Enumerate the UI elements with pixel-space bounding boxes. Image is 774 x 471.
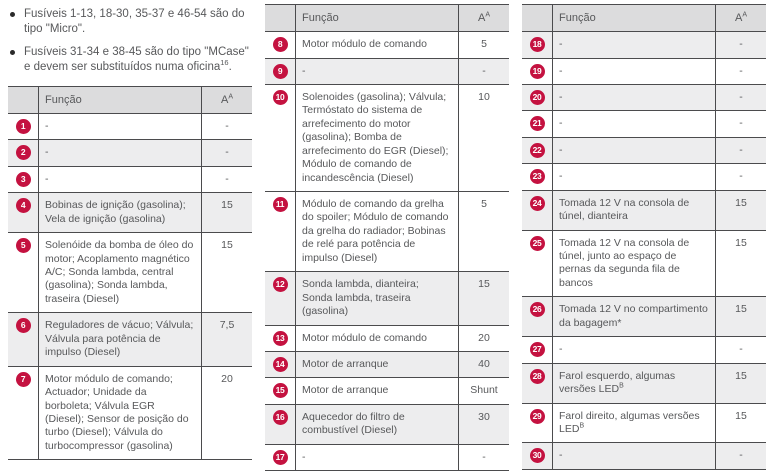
fuse-row-10 (265, 84, 509, 191)
fuse-table-mount-3 (522, 4, 766, 470)
function-cell (296, 84, 459, 191)
amp-value-cell: - (716, 137, 767, 163)
fuse-row-30 (522, 443, 766, 469)
fuse-row-7 (8, 366, 252, 460)
fuse-number-cell (265, 351, 296, 377)
fuse-number-cell (522, 58, 553, 84)
function-cell (553, 190, 716, 230)
fuse-row-23 (522, 164, 766, 190)
function-cell (39, 166, 202, 192)
fuse-row-8 (265, 32, 509, 58)
function-text: - (559, 38, 563, 51)
fuse-number-badge: 27 (530, 342, 545, 357)
function-cell (39, 193, 202, 233)
amp-value-cell: 15 (716, 403, 767, 443)
amp-column-header (716, 5, 767, 32)
function-text: - (559, 143, 563, 156)
header-row (8, 86, 252, 113)
function-text: Solenoides (gasolina); Válvula; Termóstato do sistema de arrefecimento do motor (gasolina); Bomba de arrefecimento do EGR (Diesel); Módulo de comando de incandescência (Diesel) (302, 90, 449, 184)
fuse-row-16 (265, 404, 509, 444)
amp-value-cell: - (202, 140, 253, 166)
function-cell (553, 297, 716, 337)
function-cell (553, 58, 716, 84)
function-cell (296, 58, 459, 84)
fuse-number-cell (522, 443, 553, 469)
function-cell (553, 363, 716, 403)
fuse-row-20 (522, 84, 766, 110)
function-column-header: Função (296, 5, 459, 32)
fuse-number-cell (265, 58, 296, 84)
fuse-number-cell (265, 192, 296, 272)
amp-column-header (459, 5, 510, 32)
amp-value-cell: 10 (459, 84, 510, 191)
function-cell (39, 113, 202, 139)
amp-header-superscript: A (485, 11, 490, 19)
function-text: - (45, 146, 49, 159)
function-cell (296, 351, 459, 377)
left-column (8, 4, 252, 471)
function-text: - (559, 117, 563, 130)
function-column-header: Função (553, 5, 716, 32)
fuse-row-21 (522, 111, 766, 137)
function-cell (39, 366, 202, 460)
fuse-number-cell (8, 140, 39, 166)
function-cell (296, 325, 459, 351)
amp-value-cell: - (716, 164, 767, 190)
amp-value-cell: 15 (202, 233, 253, 313)
fuse-row-12 (265, 272, 509, 325)
note-tail: . (228, 61, 232, 74)
fuse-number-cell (265, 404, 296, 444)
fuse-number-badge: 20 (530, 90, 545, 105)
function-superscript: B (579, 422, 585, 430)
function-cell (296, 378, 459, 404)
fuse-number-badge: 9 (273, 64, 288, 79)
fuse-number-badge: 29 (530, 409, 545, 424)
fuse-number-badge: 21 (530, 116, 545, 131)
function-text: - (559, 170, 563, 183)
fuse-number-badge: 7 (16, 372, 31, 387)
fuse-number-badge: 4 (16, 198, 31, 213)
function-text: Tomada 12 V na consola de túnel, junto ao espaço de pernas da segunda fila de bancos (559, 236, 690, 289)
amp-value-cell: - (716, 443, 767, 469)
right-column (522, 4, 766, 471)
fuse-table-mount-1 (8, 86, 252, 460)
amp-column-header (202, 86, 253, 113)
amp-value-cell: 15 (459, 272, 510, 325)
function-cell (39, 140, 202, 166)
fuse-row-19 (522, 58, 766, 84)
function-text: - (559, 449, 563, 462)
fuse-number-cell (522, 137, 553, 163)
fuse-number-badge: 24 (530, 196, 545, 211)
function-column-header: Função (39, 86, 202, 113)
fuse-number-badge: 8 (273, 37, 288, 52)
fuse-table-2 (265, 4, 509, 471)
fuse-number-column-header (522, 5, 553, 32)
function-cell (296, 404, 459, 444)
note-superscript: 16 (220, 58, 229, 68)
function-text: Motor de arranque (302, 384, 389, 397)
fuse-number-cell (522, 164, 553, 190)
fuse-row-3 (8, 166, 252, 192)
note-item (8, 45, 252, 74)
fuse-number-cell (522, 32, 553, 58)
function-text: Motor módulo de comando; Actuador; Unidade da borboleta; Válvula EGR (Diesel); Sensor de posição do turbo (Diesel); Válvula do turbocompressor (gasolina) (45, 372, 189, 452)
fuse-number-badge: 25 (530, 236, 545, 251)
function-cell (296, 32, 459, 58)
note-text (24, 7, 252, 36)
fuse-number-badge: 11 (273, 197, 288, 212)
function-text: Aquecedor do filtro de combustível (Diesel) (302, 410, 405, 437)
fuse-table-1 (8, 86, 252, 460)
fuse-number-cell (265, 378, 296, 404)
amp-value-cell: 5 (459, 192, 510, 272)
amp-header-superscript: A (742, 11, 747, 19)
amp-value-cell: - (202, 113, 253, 139)
function-text: - (302, 64, 306, 77)
header-row (522, 5, 766, 32)
fuse-table-mount-2 (265, 4, 509, 471)
note-text (24, 45, 252, 74)
amp-value-cell: 15 (202, 193, 253, 233)
fuse-number-badge: 5 (16, 238, 31, 253)
fuse-number-badge: 22 (530, 143, 545, 158)
fuse-row-4 (8, 193, 252, 233)
function-text: Solenóide da bomba de óleo do motor; Acoplamento magnético A/C; Sonda lambda, central (gasolina); Sonda lambda, traseira (Diesel) (45, 239, 194, 305)
function-text: - (559, 343, 563, 356)
amp-header-label: A (734, 12, 743, 24)
header-row (265, 5, 509, 32)
amp-value-cell: - (716, 111, 767, 137)
notes-list (8, 7, 252, 75)
amp-value-cell: - (716, 337, 767, 363)
fuse-row-2 (8, 140, 252, 166)
function-text: Tomada 12 V na consola de túnel, dianteira (559, 196, 690, 223)
fuse-number-cell (8, 113, 39, 139)
fuse-number-badge: 10 (273, 90, 288, 105)
function-cell (553, 111, 716, 137)
fuse-number-badge: 12 (273, 277, 288, 292)
function-cell (296, 192, 459, 272)
fuse-table-3 (522, 4, 766, 470)
fuse-row-13 (265, 325, 509, 351)
fuse-number-column-header (265, 5, 296, 32)
amp-value-cell: 20 (202, 366, 253, 460)
fuse-row-25 (522, 230, 766, 297)
fuse-row-22 (522, 137, 766, 163)
fuse-number-badge: 13 (273, 331, 288, 346)
fuse-number-cell (522, 230, 553, 297)
amp-value-cell: - (716, 84, 767, 110)
fuse-row-29 (522, 403, 766, 443)
amp-value-cell: 15 (716, 190, 767, 230)
fuse-number-cell (8, 166, 39, 192)
amp-value-cell: - (459, 58, 510, 84)
function-text: Tomada 12 V no compartimento da bagagem* (559, 303, 708, 329)
fuse-number-badge: 18 (530, 37, 545, 52)
fuse-number-cell (522, 403, 553, 443)
fuse-number-cell (522, 111, 553, 137)
fuse-row-24 (522, 190, 766, 230)
fuse-number-cell (522, 297, 553, 337)
function-text: - (559, 64, 563, 77)
function-cell (39, 313, 202, 366)
fuse-number-cell (8, 313, 39, 366)
fuse-row-14 (265, 351, 509, 377)
fuse-number-badge: 14 (273, 357, 288, 372)
function-text: Bobinas de ignição (gasolina); Vela de ignição (gasolina) (45, 199, 186, 225)
amp-value-cell: 15 (716, 297, 767, 337)
function-text: Farol direito, algumas versões LED (559, 409, 700, 435)
function-cell (296, 444, 459, 470)
amp-value-cell: 15 (716, 363, 767, 403)
fuse-number-badge: 1 (16, 119, 31, 134)
fuse-number-badge: 26 (530, 302, 545, 317)
note-body: Fusíveis 1-13, 18-30, 35-37 e 46-54 são do tipo "Micro". (24, 8, 245, 35)
function-cell (553, 84, 716, 110)
fuse-number-column-header (8, 86, 39, 113)
fuse-number-cell (265, 325, 296, 351)
fuse-number-cell (265, 272, 296, 325)
fuse-row-11 (265, 192, 509, 272)
fuse-row-5 (8, 233, 252, 313)
function-text: Farol esquerdo, algumas versões LED (559, 369, 676, 396)
fuse-number-badge: 3 (16, 172, 31, 187)
fuse-number-cell (522, 84, 553, 110)
fuse-number-badge: 17 (273, 450, 288, 465)
note-body: Fusíveis 31-34 e 38-45 são do tipo "MCase" e devem ser substituídos numa oficina (24, 46, 249, 74)
fuse-number-cell (522, 337, 553, 363)
fuse-number-badge: 28 (530, 369, 545, 384)
fuse-row-28 (522, 363, 766, 403)
amp-value-cell: 40 (459, 351, 510, 377)
fuse-number-cell (522, 363, 553, 403)
fuse-number-cell (265, 84, 296, 191)
function-text: Módulo de comando da grelha do spoiler; Módulo de comando da grelha do radiador; Bobinas de relé para potência de impulso (Diesel) (302, 198, 449, 264)
amp-value-cell: - (202, 166, 253, 192)
function-cell (553, 230, 716, 297)
function-cell (296, 272, 459, 325)
amp-value-cell: 15 (716, 230, 767, 297)
amp-value-cell: 5 (459, 32, 510, 58)
function-text: - (45, 172, 49, 185)
function-cell (553, 32, 716, 58)
fuse-number-badge: 2 (16, 145, 31, 160)
fuse-row-17 (265, 444, 509, 470)
fuse-number-cell (265, 32, 296, 58)
fuse-row-1 (8, 113, 252, 139)
function-text: Motor módulo de comando (302, 331, 427, 344)
fuse-number-cell (8, 193, 39, 233)
function-text: - (559, 90, 563, 103)
amp-value-cell: Shunt (459, 378, 510, 404)
fuse-row-27 (522, 337, 766, 363)
amp-value-cell: - (459, 444, 510, 470)
function-cell (39, 233, 202, 313)
amp-header-label: A (220, 93, 229, 106)
amp-header-label: A (477, 12, 486, 24)
function-cell (553, 403, 716, 443)
function-text: Reguladores de vácuo; Válvula; Válvula para potência de impulso (Diesel) (45, 319, 194, 359)
function-text: - (45, 119, 49, 132)
fuse-row-15 (265, 378, 509, 404)
fuse-number-cell (8, 233, 39, 313)
fuse-number-cell (265, 444, 296, 470)
fuse-number-badge: 16 (273, 410, 288, 425)
amp-value-cell: - (716, 32, 767, 58)
fuse-number-cell (8, 366, 39, 460)
function-text: Motor de arranque (302, 357, 389, 370)
function-cell (553, 443, 716, 469)
amp-value-cell: - (716, 58, 767, 84)
function-text: Motor módulo de comando (302, 38, 427, 51)
amp-header-superscript: A (228, 93, 233, 101)
bullet-icon (10, 50, 15, 55)
fuse-number-badge: 23 (530, 169, 545, 184)
fuse-number-badge: 15 (273, 383, 288, 398)
fuse-number-badge: 6 (16, 318, 31, 333)
amp-value-cell: 20 (459, 325, 510, 351)
fuse-number-badge: 19 (530, 64, 545, 79)
fuse-row-18 (522, 32, 766, 58)
note-item (8, 7, 252, 36)
fuse-row-26 (522, 297, 766, 337)
function-cell (553, 337, 716, 363)
fuse-number-badge: 30 (530, 448, 545, 463)
fuse-number-cell (522, 190, 553, 230)
function-cell (553, 137, 716, 163)
function-cell (553, 164, 716, 190)
middle-column (265, 4, 509, 471)
fuse-row-9 (265, 58, 509, 84)
amp-value-cell: 7,5 (202, 313, 253, 366)
function-text: - (302, 450, 306, 463)
fuse-row-6 (8, 313, 252, 366)
function-superscript: B (619, 382, 624, 390)
amp-value-cell: 30 (459, 404, 510, 444)
function-text: Sonda lambda, dianteira; Sonda lambda, traseira (gasolina) (302, 278, 419, 318)
bullet-icon (10, 12, 15, 17)
